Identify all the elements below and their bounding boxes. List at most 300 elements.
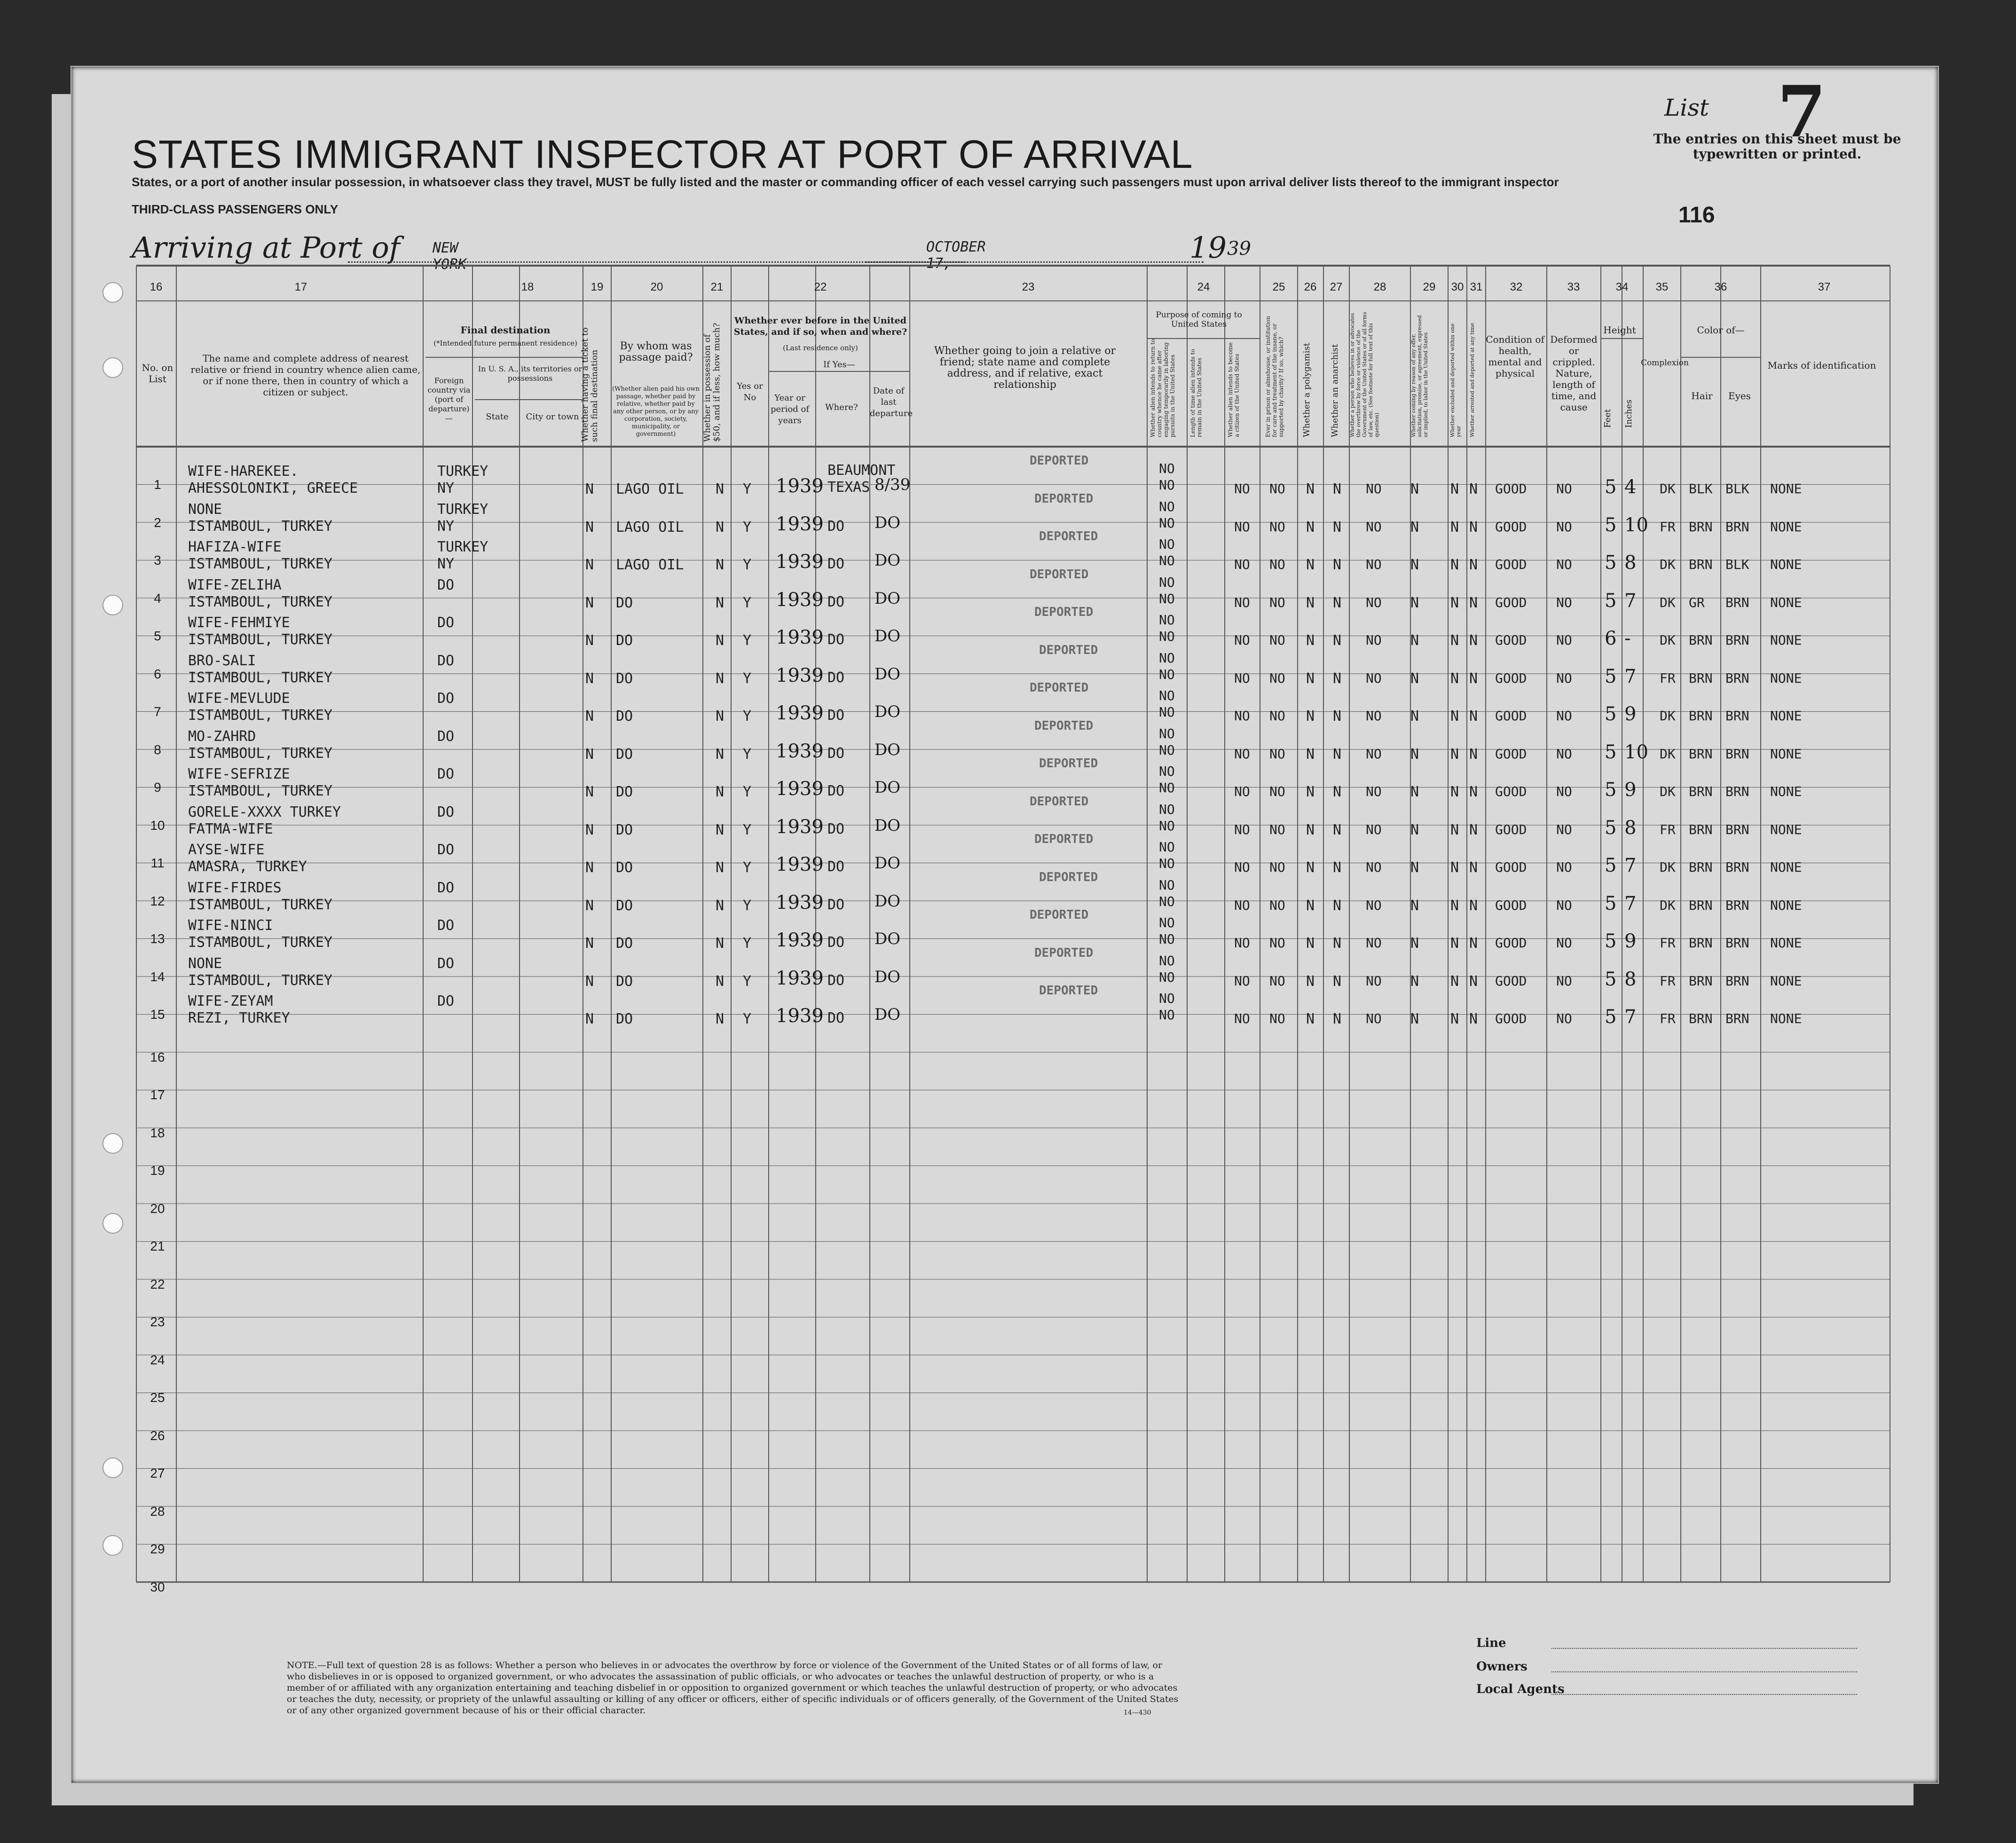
deformed-value: NO — [1556, 708, 1572, 724]
prison-value: NO — [1269, 897, 1285, 913]
deported-stamp: DEPORTED — [1034, 491, 1094, 506]
header-ever-before-sub: (Last residence only) — [783, 344, 858, 352]
hair-value: BRN — [1689, 784, 1713, 799]
row-number: 19 — [150, 1163, 165, 1178]
relative-line2: ISTAMBOUL, TURKEY — [188, 745, 333, 762]
labor-offer-value: N — [1410, 784, 1419, 800]
header-last-departure: Date of last departure — [870, 386, 913, 418]
complexion-value: DK — [1660, 708, 1676, 724]
q28-value: NO — [1366, 859, 1382, 875]
line-label: Line — [1476, 1636, 1506, 1650]
excluded-value: N — [1450, 557, 1459, 573]
year-value: 1939 — [776, 702, 824, 724]
hair-value: BRN — [1689, 746, 1713, 762]
hair-value: BRN — [1689, 557, 1713, 572]
q28-value: NO — [1366, 557, 1382, 572]
column-number: 36 — [1714, 281, 1727, 293]
page-title: STATES IMMIGRANT INSPECTOR AT PORT OF ARRIVAL — [132, 132, 1193, 176]
inches-value: 7 — [1624, 665, 1637, 687]
q28-value: NO — [1366, 708, 1382, 724]
complexion-value: DK — [1660, 859, 1676, 875]
header-color: Color of— — [1697, 324, 1745, 336]
intend-citizen-value: NO — [1234, 594, 1250, 610]
owners-field — [1551, 1671, 1857, 1672]
ticket-value: N — [585, 519, 594, 536]
intend-citizen-value: NO — [1234, 821, 1250, 837]
ever-before-value: Y — [743, 935, 752, 952]
purpose-a-1: NO — [1159, 725, 1175, 741]
complexion-value: DK — [1660, 784, 1676, 799]
complexion-value: DK — [1660, 557, 1676, 572]
feet-value: 5 — [1605, 703, 1617, 725]
labor-offer-value: N — [1410, 1011, 1419, 1027]
deported-stamp: DEPORTED — [1030, 681, 1089, 695]
q28-value: NO — [1366, 1011, 1382, 1026]
relative-line2: ISTAMBOUL, TURKEY — [188, 518, 333, 535]
arrested-value: N — [1469, 708, 1478, 725]
header-feet: Feet — [1603, 409, 1613, 428]
anarchist-value: N — [1333, 632, 1342, 649]
column-number: 33 — [1567, 281, 1580, 293]
labor-offer-value: N — [1410, 897, 1419, 914]
feet-value: 5 — [1605, 590, 1617, 612]
labor-offer-value: N — [1410, 481, 1419, 497]
intend-citizen-value: NO — [1234, 481, 1250, 496]
health-value: GOOD — [1495, 935, 1527, 951]
hair-value: BRN — [1689, 821, 1713, 837]
where-value: DO — [827, 972, 845, 989]
marks-value: NONE — [1770, 935, 1802, 951]
feet-value: 5 — [1605, 476, 1617, 498]
foreign-port: NY — [437, 518, 455, 535]
purpose-a-1: NO — [1159, 839, 1175, 855]
last-departure-value: DO — [874, 551, 901, 570]
foreign-country: DO — [437, 993, 455, 1009]
purpose-a-1: NO — [1159, 764, 1175, 779]
row-number: 3 — [154, 553, 161, 567]
inches-value: 7 — [1624, 855, 1637, 876]
where-value: DO — [827, 820, 845, 837]
relative-line2: ISTAMBOUL, TURKEY — [188, 707, 333, 724]
polygamist-value: N — [1306, 859, 1315, 876]
ever-before-value: Y — [743, 481, 752, 497]
purpose-a-2: NO — [1159, 591, 1175, 606]
header-anarchist: Whether an anarchist — [1330, 344, 1340, 437]
prison-value: NO — [1269, 1011, 1285, 1026]
row-number: 20 — [150, 1201, 165, 1216]
column-number: 20 — [650, 281, 663, 293]
inches-value: 9 — [1624, 779, 1637, 801]
ever-before-value: Y — [743, 897, 752, 914]
row-number: 2 — [154, 515, 161, 530]
arrested-value: N — [1469, 594, 1478, 611]
foreign-country: DO — [437, 803, 455, 820]
health-value: GOOD — [1495, 746, 1527, 762]
row-number: 9 — [154, 780, 161, 795]
row-number: 16 — [150, 1049, 165, 1064]
foreign-country: DO — [437, 690, 455, 707]
deported-stamp: DEPORTED — [1030, 908, 1089, 922]
excluded-value: N — [1450, 821, 1459, 838]
passage-paid-value: LAGO OIL — [616, 557, 684, 573]
row-number: 6 — [154, 666, 161, 681]
where-value: DO — [827, 593, 845, 610]
anarchist-value: N — [1333, 519, 1342, 536]
relative-line1: WIFE-MEVLUDE — [188, 690, 290, 707]
money-value: N — [716, 708, 724, 725]
intend-citizen-value: NO — [1234, 557, 1250, 572]
feet-value: 5 — [1605, 514, 1617, 536]
relative-line2: FATMA-WIFE — [188, 820, 273, 837]
intend-citizen-value: NO — [1234, 859, 1250, 875]
anarchist-value: N — [1333, 481, 1342, 497]
ticket-value: N — [585, 670, 594, 687]
hair-value: BRN — [1689, 519, 1713, 535]
passage-paid-value: DO — [616, 897, 633, 914]
complexion-value: DK — [1660, 632, 1676, 648]
polygamist-value: N — [1306, 594, 1315, 611]
relative-line2: ISTAMBOUL, TURKEY — [188, 631, 333, 648]
anarchist-value: N — [1333, 821, 1342, 838]
header-health: Condition of health, mental and physical — [1486, 334, 1544, 379]
relative-line2: REZI, TURKEY — [188, 1010, 290, 1026]
labor-offer-value: N — [1410, 973, 1419, 990]
marks-value: NONE — [1770, 897, 1802, 913]
passage-paid-value: DO — [616, 859, 633, 876]
relative-line1: WIFE-SEFRIZE — [188, 766, 290, 782]
deformed-value: NO — [1556, 670, 1572, 686]
excluded-value: N — [1450, 481, 1459, 497]
excluded-value: N — [1450, 594, 1459, 611]
row-number: 24 — [150, 1352, 165, 1367]
relative-line2: AHESSOLONIKI, GREECE — [188, 480, 358, 496]
eyes-value: BRN — [1725, 935, 1749, 951]
column-number: 16 — [150, 281, 163, 293]
purpose-a-1: NO — [1159, 498, 1175, 514]
polygamist-value: N — [1306, 708, 1315, 725]
labor-offer-value: N — [1410, 519, 1419, 536]
eyes-value: BRN — [1725, 973, 1749, 989]
health-value: GOOD — [1495, 557, 1527, 572]
header-city: City or town — [526, 412, 579, 422]
labor-offer-value: N — [1410, 670, 1419, 687]
feet-value: 5 — [1605, 741, 1617, 763]
relative-line1: WIFE-ZELIHA — [188, 576, 282, 593]
header-purpose-a: Whether alien intends to return to country whence he came after engaging temporarily in laboring pursuits in the United States — [1150, 339, 1176, 437]
ticket-value: N — [585, 594, 594, 611]
where-value: DO — [827, 858, 845, 875]
deformed-value: NO — [1556, 784, 1572, 799]
health-value: GOOD — [1495, 670, 1527, 686]
prison-value: NO — [1269, 481, 1285, 496]
eyes-value: BRN — [1725, 1011, 1749, 1026]
year-value: 1939 — [776, 475, 824, 497]
labor-offer-value: N — [1410, 594, 1419, 611]
ticket-value: N — [585, 784, 594, 800]
relative-line1: HAFIZA-WIFE — [188, 539, 282, 555]
header-complexion: Complexion — [1641, 358, 1689, 368]
eyes-value: BRN — [1725, 670, 1749, 686]
column-number: 17 — [294, 281, 307, 293]
relative-line1: BRO-SALI — [188, 652, 256, 669]
intend-citizen-value: NO — [1234, 670, 1250, 686]
polygamist-value: N — [1306, 519, 1315, 536]
anarchist-value: N — [1333, 935, 1342, 952]
header-eyes: Eyes — [1728, 390, 1751, 402]
header-final-destination-sub: (*Intended future permanent residence) — [433, 339, 577, 347]
prison-value: NO — [1269, 557, 1285, 572]
money-value: N — [716, 935, 724, 952]
column-number: 26 — [1304, 281, 1317, 293]
relative-line1: GORELE-XXXX TURKEY — [188, 803, 341, 820]
purpose-a-2: NO — [1159, 515, 1175, 531]
row-number: 27 — [150, 1466, 165, 1481]
polygamist-value: N — [1306, 481, 1315, 497]
feet-value: 5 — [1605, 968, 1617, 990]
ticket-value: N — [585, 859, 594, 876]
complexion-value: FR — [1660, 973, 1676, 989]
relative-line2: ISTAMBOUL, TURKEY — [188, 669, 333, 686]
header-final-destination: Final destination — [460, 324, 551, 336]
marks-value: NONE — [1770, 481, 1802, 496]
agents-field — [1551, 1694, 1857, 1695]
column-number: 21 — [710, 281, 724, 293]
row-number: 10 — [150, 818, 165, 833]
deported-stamp: DEPORTED — [1034, 605, 1094, 619]
complexion-value: FR — [1660, 935, 1676, 951]
inches-value: 9 — [1624, 930, 1637, 952]
column-number: 24 — [1197, 281, 1210, 293]
marks-value: NONE — [1770, 1011, 1802, 1026]
relative-line1: WIFE-NINCI — [188, 917, 273, 934]
purpose-a-2: NO — [1159, 704, 1175, 720]
labor-offer-value: N — [1410, 708, 1419, 725]
column-number: 35 — [1655, 281, 1669, 293]
money-value: N — [716, 859, 724, 876]
row-number: 29 — [150, 1542, 165, 1556]
last-departure-value: DO — [874, 816, 901, 835]
excluded-value: N — [1450, 708, 1459, 725]
header-ever-before: Whether ever before in the United States, and if so, when and where? — [733, 315, 907, 337]
passage-paid-value: DO — [616, 821, 633, 838]
year-prefix: 19 — [1189, 230, 1227, 265]
row-number: 14 — [150, 969, 165, 984]
relative-line1: NONE — [188, 955, 222, 972]
row-number: 13 — [150, 931, 165, 946]
inches-value: 7 — [1624, 590, 1637, 612]
excluded-value: N — [1450, 519, 1459, 536]
passage-paid-value: LAGO OIL — [616, 519, 684, 536]
marks-value: NONE — [1770, 821, 1802, 837]
year-value: 1939 — [776, 1005, 824, 1027]
intend-citizen-value: NO — [1234, 746, 1250, 762]
arrested-value: N — [1469, 481, 1478, 497]
health-value: GOOD — [1495, 1011, 1527, 1026]
header-passage-paid: By whom was passage paid? — [619, 340, 693, 363]
deformed-value: NO — [1556, 897, 1572, 913]
arrested-value: N — [1469, 897, 1478, 914]
subtitle: States, or a port of another insular possession, in whatsoever class they travel, MUST be fully listed and the master or commanding officer of each vessel carrying such passengers must upon arrival deliver lists thereof to the immigrant inspector — [132, 175, 1559, 189]
ticket-value: N — [585, 973, 594, 990]
q28-value: NO — [1366, 784, 1382, 799]
eyes-value: BRN — [1725, 632, 1749, 648]
marks-value: NONE — [1770, 784, 1802, 799]
complexion-value: DK — [1660, 897, 1676, 913]
polygamist-value: N — [1306, 746, 1315, 763]
foreign-country: TURKEY — [437, 539, 488, 555]
foreign-country: TURKEY — [437, 501, 488, 518]
header-year: Year or period of years — [770, 393, 810, 425]
purpose-a-2: NO — [1159, 780, 1175, 795]
health-value: GOOD — [1495, 897, 1527, 913]
prison-value: NO — [1269, 708, 1285, 724]
anarchist-value: N — [1333, 708, 1342, 725]
prison-value: NO — [1269, 632, 1285, 648]
money-value: N — [716, 632, 724, 649]
header-hair: Hair — [1691, 390, 1713, 402]
money-value: N — [716, 557, 724, 573]
where-value: DO — [827, 1010, 845, 1026]
relative-line2: ISTAMBOUL, TURKEY — [188, 556, 333, 572]
class-line: THIRD-CLASS PASSENGERS ONLY — [132, 202, 339, 216]
passage-paid-value: DO — [616, 784, 633, 800]
relative-line2: ISTAMBOUL, TURKEY — [188, 896, 333, 913]
arrested-value: N — [1469, 557, 1478, 573]
year-suffix: 39 — [1227, 238, 1251, 260]
money-value: N — [716, 519, 724, 536]
relative-line2: ISTAMBOUL, TURKEY — [188, 972, 333, 989]
arrested-value: N — [1469, 670, 1478, 687]
deformed-value: NO — [1556, 746, 1572, 762]
year-value: 1939 — [776, 816, 824, 838]
where-value-2: TEXAS — [827, 479, 870, 496]
health-value: GOOD — [1495, 594, 1527, 610]
feet-value: 5 — [1605, 552, 1617, 574]
purpose-a-2: NO — [1159, 856, 1175, 871]
inches-value: 8 — [1624, 968, 1637, 990]
foreign-country: DO — [437, 728, 455, 745]
purpose-a-1: NO — [1159, 801, 1175, 817]
hair-value: GR — [1689, 594, 1705, 610]
anarchist-value: N — [1333, 973, 1342, 990]
last-departure-value: DO — [874, 1005, 901, 1024]
labor-offer-value: N — [1410, 859, 1419, 876]
health-value: GOOD — [1495, 519, 1527, 535]
foreign-port: NY — [437, 480, 455, 496]
feet-value: 5 — [1605, 817, 1617, 839]
ever-before-value: Y — [743, 973, 752, 990]
relative-line1: WIFE-FEHMIYE — [188, 614, 290, 631]
purpose-a-1: NO — [1159, 461, 1175, 476]
passage-paid-value: DO — [616, 935, 633, 952]
header-no-on-list: No. on List — [142, 362, 173, 385]
relative-line1: WIFE-HAREKEE. — [188, 463, 299, 480]
ever-before-value: Y — [743, 1011, 752, 1027]
anarchist-value: N — [1333, 784, 1342, 800]
last-departure-value: DO — [874, 627, 901, 646]
where-value: DO — [827, 631, 845, 648]
ever-before-value: Y — [743, 594, 752, 611]
deported-stamp: DEPORTED — [1030, 454, 1089, 468]
polygamist-value: N — [1306, 1011, 1315, 1027]
passage-paid-value: DO — [616, 973, 633, 990]
year-value: 1939 — [776, 513, 824, 535]
last-departure-value: 8/39 — [874, 475, 911, 494]
intend-citizen-value: NO — [1234, 708, 1250, 724]
passage-paid-value: DO — [616, 594, 633, 611]
date-value: OCTOBER 17, — [926, 239, 986, 272]
deformed-value: NO — [1556, 935, 1572, 951]
purpose-a-2: NO — [1159, 931, 1175, 947]
feet-value: 6 — [1605, 628, 1617, 649]
year-value: 1939 — [776, 854, 824, 875]
column-number: 19 — [591, 281, 604, 293]
polygamist-value: N — [1306, 784, 1315, 800]
relative-line1: NONE — [188, 501, 222, 518]
purpose-a-1: NO — [1159, 953, 1175, 969]
purpose-a-2: NO — [1159, 742, 1175, 758]
column-number: 27 — [1330, 281, 1343, 293]
marks-value: NONE — [1770, 670, 1802, 686]
deformed-value: NO — [1556, 519, 1572, 535]
relative-line1: WIFE-ZEYAM — [188, 993, 273, 1009]
eyes-value: BRN — [1725, 859, 1749, 875]
header-labor-offer: Whether coming by reason of any offer, solicitation, promise, or agreement, expressed or implied, to labor in the United States — [1410, 315, 1429, 437]
inches-value: 8 — [1624, 552, 1637, 574]
year-value: 1939 — [776, 664, 824, 686]
hair-value: BRN — [1689, 632, 1713, 648]
deported-stamp: DEPORTED — [1039, 984, 1098, 998]
year-value: 1939 — [776, 589, 824, 611]
complexion-value: DK — [1660, 746, 1676, 762]
purpose-a-1: NO — [1159, 991, 1175, 1006]
purpose-a-1: NO — [1159, 877, 1175, 893]
feet-value: 5 — [1605, 665, 1617, 687]
relative-line2: ISTAMBOUL, TURKEY — [188, 934, 333, 951]
marks-value: NONE — [1770, 632, 1802, 648]
column-number: 28 — [1373, 281, 1386, 293]
column-number: 18 — [521, 281, 534, 293]
q28-value: NO — [1366, 897, 1382, 913]
header-marks: Marks of identification — [1767, 360, 1876, 371]
row-number: 4 — [154, 591, 161, 606]
money-value: N — [716, 481, 724, 497]
relative-line1: AYSE-WIFE — [188, 842, 265, 858]
footnote-q28: NOTE.—Full text of question 28 is as follows: Whether a person who believes in or advocates the overthrow by force or violence of the Government of the United States or of all forms of law, or who disbelieves in or is opposed to organized government, or who advocates the assassination of public officials, or who advocates or teaches the unlawful destruction of property, or who is a member of or affiliated with any organization entertaining and teaching disbelief in or opposition to organized government or which teaches the unlawful destruction of property, or who advocates or teaches the duty, necessity, or propriety of the unlawful assaulting or killing of any officer or officers, either of specific individuals or of officers generally, of the Government of the United States or of any other organized government because of his or their official character. — [287, 1660, 1179, 1716]
deported-stamp: DEPORTED — [1039, 643, 1098, 657]
passage-paid-value: DO — [616, 670, 633, 687]
feet-value: 5 — [1605, 892, 1617, 914]
row-number: 22 — [150, 1276, 165, 1292]
q28-value: NO — [1366, 519, 1382, 535]
polygamist-value: N — [1306, 897, 1315, 914]
passage-paid-value: DO — [616, 708, 633, 725]
ever-before-value: Y — [743, 708, 752, 725]
sheet-number: 116 — [1678, 203, 1715, 228]
header-deformed: Deformed or crippled. Nature, length of time, and cause — [1550, 334, 1598, 413]
anarchist-value: N — [1333, 1011, 1342, 1027]
deported-stamp: DEPORTED — [1039, 529, 1098, 543]
passage-paid-value: DO — [616, 746, 633, 763]
arrested-value: N — [1469, 859, 1478, 876]
intend-citizen-value: NO — [1234, 1011, 1250, 1026]
foreign-country: DO — [437, 576, 455, 593]
header-in-usa: In U. S. A., its territories or possessions — [478, 364, 583, 383]
arrested-value: N — [1469, 632, 1478, 649]
deformed-value: NO — [1556, 594, 1572, 610]
prison-value: NO — [1269, 784, 1285, 799]
row-number: 23 — [150, 1315, 165, 1329]
